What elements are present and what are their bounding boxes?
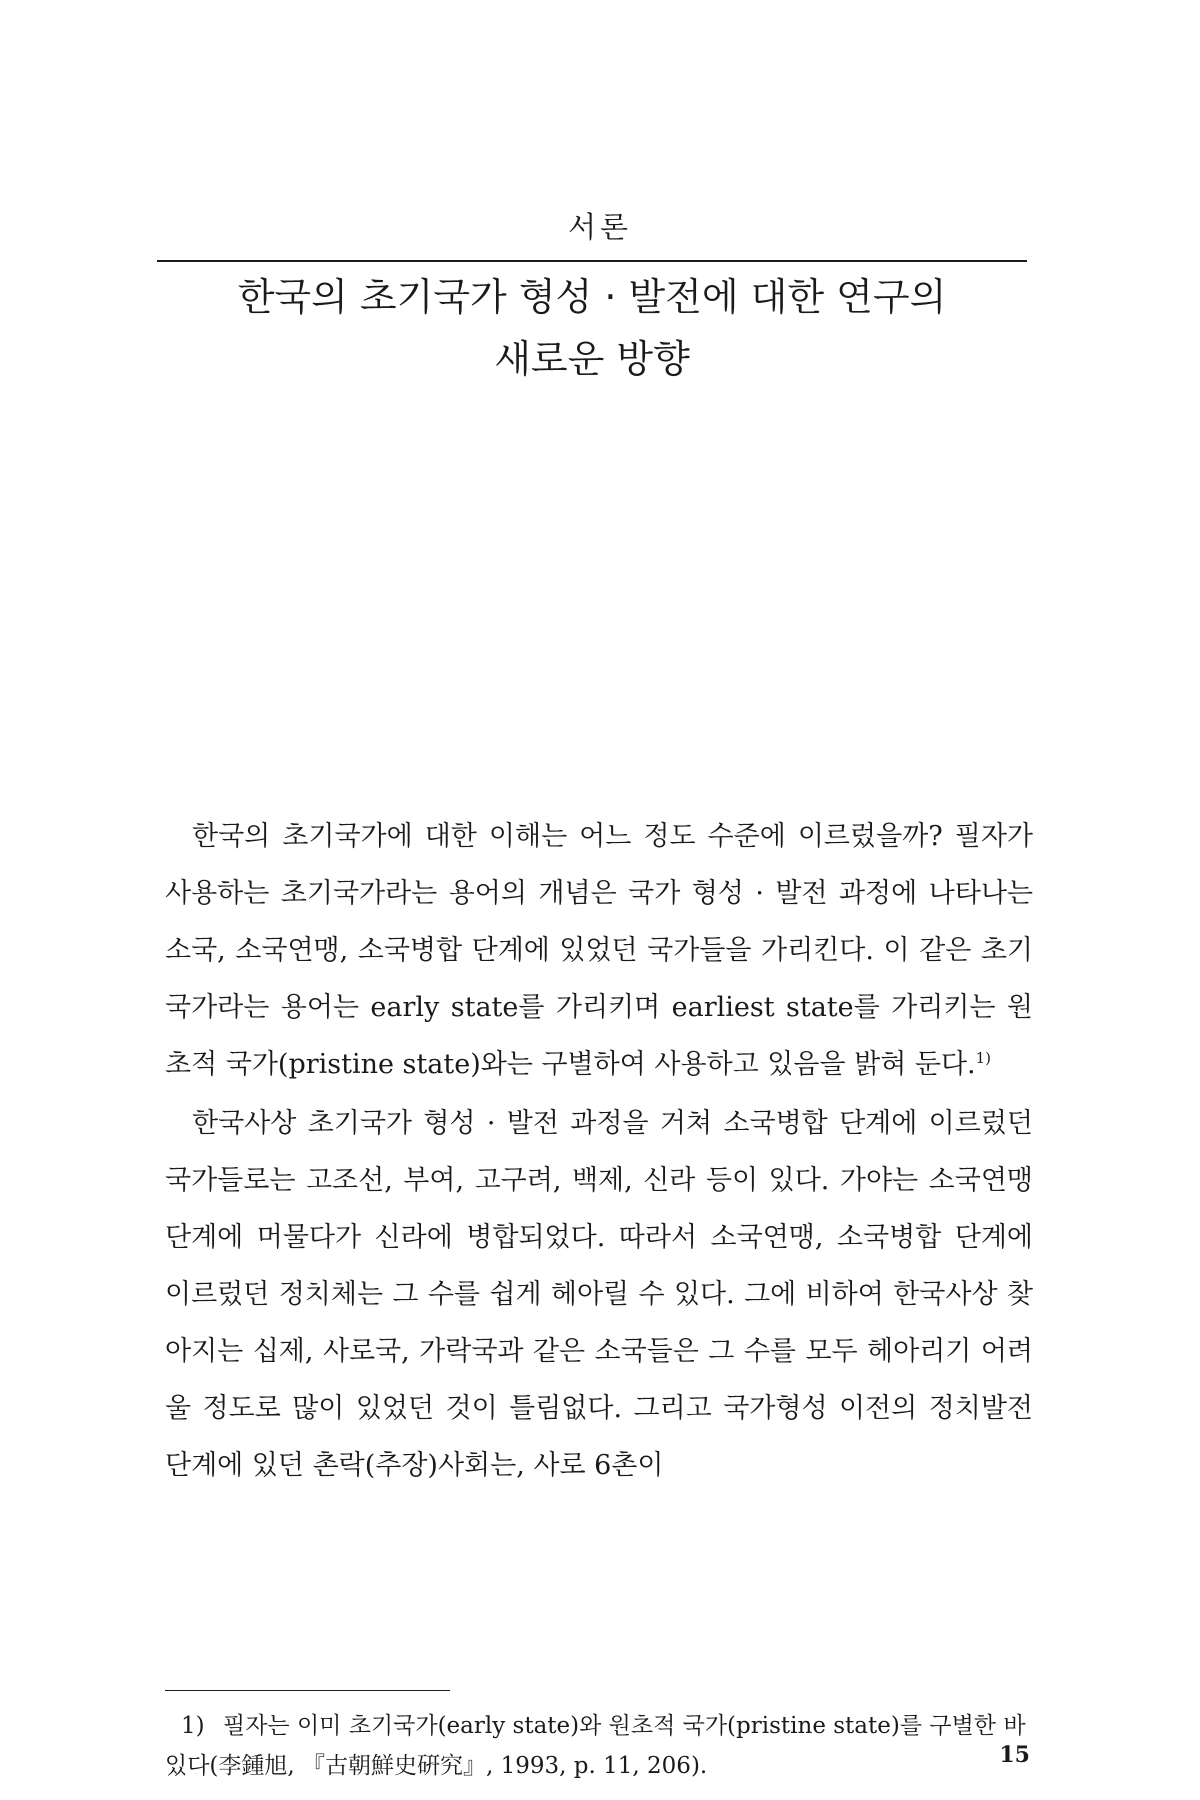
footnote — [165, 1706, 1033, 1786]
footnote-marker: 1) — [181, 1713, 205, 1739]
title-rule — [157, 260, 1027, 262]
footnote-text: 필자는 이미 초기국가(early state)와 원초적 국가(pristine state)를 구별한 바 있다(李鍾旭, 『古朝鮮史硏究』, 1993, p. 11, 206). — [165, 1713, 1026, 1779]
paragraph-1 — [165, 808, 1033, 1093]
footnote-reference[interactable]: 1) — [975, 1049, 992, 1067]
section-label: 서론 — [567, 210, 633, 244]
chapter-title — [157, 266, 1027, 390]
footnote-rule — [165, 1690, 450, 1691]
body-text — [165, 808, 1033, 1494]
chapter-title-line-2: 새로운 방향 — [494, 337, 690, 381]
paragraph-1-text: 한국의 초기국가에 대한 이해는 어느 정도 수준에 이르렀을까? 필자가 사용하는 초기국가라는 용어의 개념은 국가 형성 · 발전 과정에 나타나는 소국, 소국연맹, 소국병합 단계에 있었던 국가들을 가리킨다. 이 같은 초기국가라는 용어는 early state를 가리키며 earliest state를 가리키는 원초적 국가(pristine state)와는 구별하여 사용하고 있음을 밝혀 둔다. — [165, 821, 1033, 1080]
page-number: 15 — [999, 1742, 1030, 1768]
paragraph-2: 한국사상 초기국가 형성 · 발전 과정을 거쳐 소국병합 단계에 이르렀던 국가들로는 고조선, 부여, 고구려, 백제, 신라 등이 있다. 가야는 소국연맹 단계에 머물다가 신라에 병합되었다. 따라서 소국연맹, 소국병합 단계에 이르렀던 정치체는 그 수를 쉽게 헤아릴 수 있다. 그에 비하여 한국사상 찾아지는 십제, 사로국, 가락국과 같은 소국들은 그 수를 모두 헤아리기 어려울 정도로 많이 있었던 것이 틀림없다. 그리고 국가형성 이전의 정치발전단계에 있던 촌락(추장)사회는, 사로 6촌이 — [165, 1108, 1033, 1481]
chapter-title-line-1: 한국의 초기국가 형성 · 발전에 대한 연구의 — [237, 275, 947, 319]
